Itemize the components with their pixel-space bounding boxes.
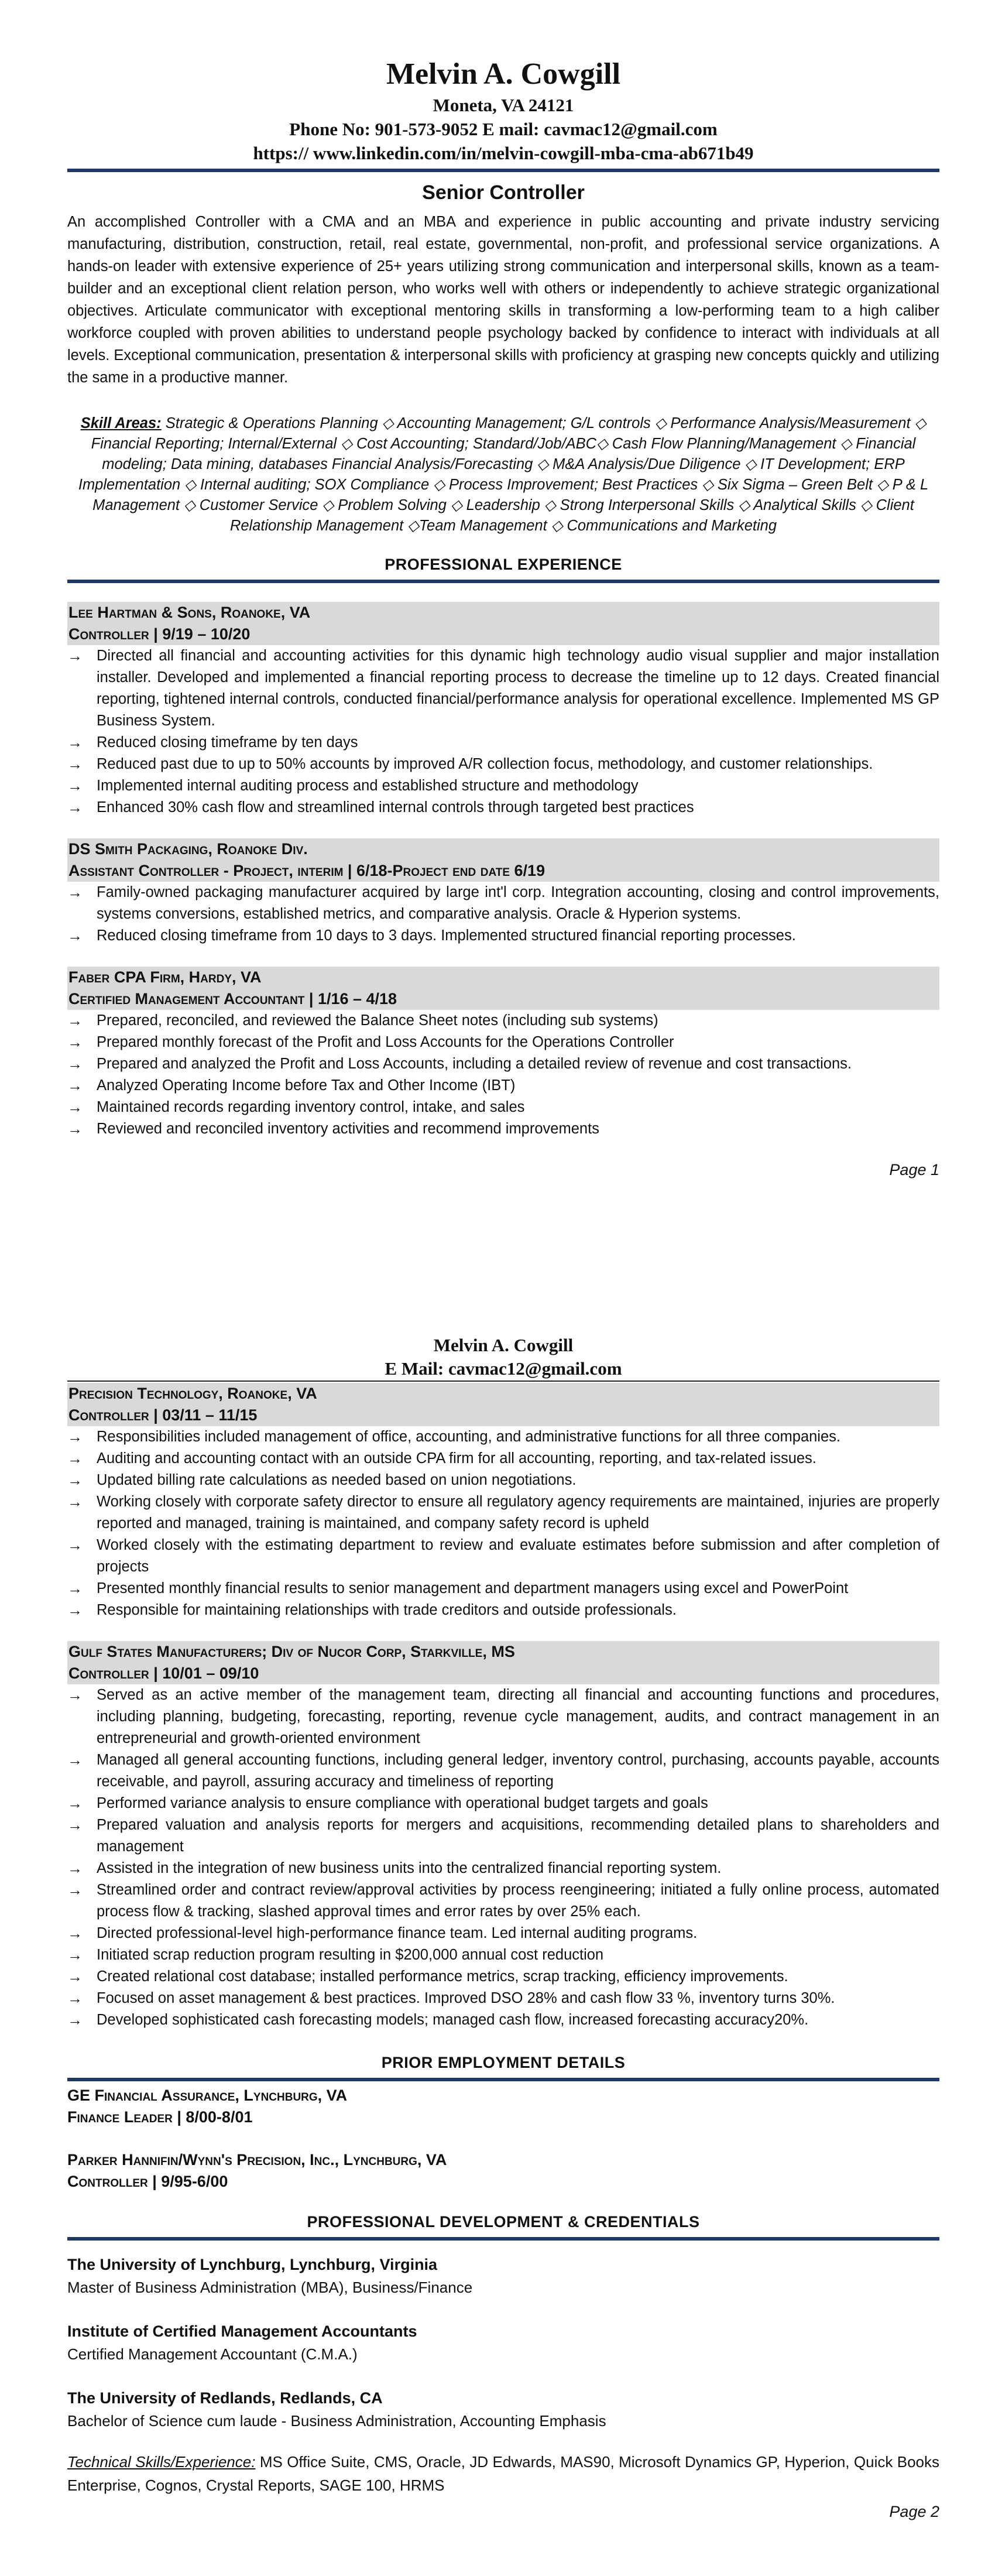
arrow-bullet-icon: → [67, 1012, 83, 1029]
arrow-bullet-icon: → [67, 1859, 83, 1877]
bullet-text: Served as an active member of the management team, directing all financial and accounting functions and procedures, including planning, budgeting, forecasting, reporting, revenue cycle management, audits, and contract management in an entrepreneurial and growth-oriented environment [97, 1687, 939, 1746]
bullet-item [67, 1599, 939, 1621]
bullet-item [67, 1988, 939, 2009]
job-company: Precision Technology, Roanoke, VA [67, 1383, 939, 1405]
education-institution: The University of Redlands, Redlands, CA [67, 2389, 383, 2407]
bullet-item [67, 1879, 939, 1923]
bullet-item [67, 1814, 939, 1858]
resume-header [67, 56, 939, 165]
job-entry [67, 1383, 939, 1621]
skill-areas-label: Skill Areas: [80, 415, 162, 431]
bullet-text: Performed variance analysis to ensure compliance with operational budget targets and goals [97, 1795, 708, 1811]
experience-list-page-2 [67, 1383, 939, 2031]
bullet-item [67, 2009, 939, 2031]
education-entry [67, 2387, 939, 2433]
job-company: DS Smith Packaging, Roanoke Div. [67, 838, 939, 860]
skill-areas [67, 413, 939, 536]
arrow-bullet-icon: → [67, 1881, 83, 1899]
page-number-2: Page 2 [889, 2503, 939, 2520]
page-1 [67, 56, 939, 1179]
job-bullets [67, 882, 939, 947]
experience-list-page-1 [67, 602, 939, 1140]
arrow-bullet-icon: → [67, 1493, 83, 1510]
page-2-name: Melvin A. Cowgill [433, 1335, 574, 1355]
bullet-text: Responsible for maintaining relationships with trade creditors and outside professionals. [97, 1602, 677, 1618]
bullet-text: Created relational cost database; installed performance metrics, scrap tracking, efficiency improvements. [97, 1968, 788, 1985]
education-degree: Certified Management Accountant (C.M.A.) [67, 2345, 358, 2363]
arrow-bullet-icon: → [67, 777, 83, 794]
job-entry [67, 967, 939, 1140]
job-company: Gulf States Manufacturers; Div of Nucor Corp, Starkville, MS [67, 1641, 939, 1663]
bullet-text: Reduced closing timeframe from 10 days to 3 days. Implemented structured financial reporting processes. [97, 927, 796, 944]
bullet-text: Prepared monthly forecast of the Profit and Loss Accounts for the Operations Controller [97, 1034, 674, 1050]
arrow-bullet-icon: → [67, 1946, 83, 1964]
bullet-item [67, 797, 939, 818]
job-company: Faber CPA Firm, Hardy, VA [67, 967, 939, 988]
arrow-bullet-icon: → [67, 2011, 83, 2029]
job-bullets [67, 645, 939, 818]
arrow-bullet-icon: → [67, 1471, 83, 1489]
prior-entry [67, 2085, 939, 2128]
arrow-bullet-icon: → [67, 799, 83, 816]
section-heading-experience: PROFESSIONAL EXPERIENCE [385, 556, 622, 573]
prior-role: Finance Leader | 8/00-8/01 [67, 2108, 253, 2126]
bullet-item [67, 1010, 939, 1032]
technical-skills-label: Technical Skills/Experience: [67, 2453, 256, 2471]
education-entry [67, 2320, 939, 2366]
bullet-text: Prepared, reconciled, and reviewed the Balance Sheet notes (including sub systems) [97, 1012, 658, 1029]
prior-company: GE Financial Assurance, Lynchburg, VA [67, 2087, 348, 2104]
job-role: Certified Management Accountant | 1/16 – 4/18 [67, 988, 939, 1010]
bullet-text: Auditing and accounting contact with an outside CPA firm for all accounting, reporting, and tax-related issues. [97, 1450, 816, 1467]
education-degree: Master of Business Administration (MBA), Business/Finance [67, 2279, 473, 2296]
prior-company: Parker Hannifin/Wynn's Precision, Inc., Lynchburg, VA [67, 2151, 447, 2169]
education-list [67, 2253, 939, 2433]
summary-paragraph: An accomplished Controller with a CMA and an MBA and experience in public accounting and private industry servicing manufacturing, distribution, construction, retail, real estate, governmental, non-profit, and professional service organizations. A hands-on leader with extensive experience of 25+ years utilizing strong communication and interpersonal skills, known as a team-builder and an exceptional client relation person, who works well with others or independently to achieve strategic organizational objectives. Articulate communicator with exceptional mentoring skills in transforming a low-performing team to a high caliber workforce coupled with proven abilities to understand people psychology backed by confidence to interact with individuals at all levels. Exceptional communication, presentation & interpersonal skills with proficiency at grasping new concepts quickly and utilizing the same in a productive manner. [67, 214, 939, 386]
bullet-item [67, 1097, 939, 1118]
bullet-item [67, 925, 939, 947]
resume-title: Senior Controller [422, 181, 585, 204]
section-heading-education: PROFESSIONAL DEVELOPMENT & CREDENTIALS [307, 2213, 700, 2231]
candidate-contact: Phone No: 901-573-9052 E mail: cavmac12@gmail.com [289, 119, 718, 139]
bullet-item [67, 1534, 939, 1578]
prior-employment-list [67, 2085, 939, 2193]
education-entry [67, 2253, 939, 2299]
bullet-item [67, 882, 939, 925]
arrow-bullet-icon: → [67, 1536, 83, 1554]
section-divider [67, 2078, 939, 2081]
arrow-bullet-icon: → [67, 1968, 83, 1985]
bullet-item [67, 1491, 939, 1534]
bullet-item [67, 1426, 939, 1448]
arrow-bullet-icon: → [67, 1120, 83, 1138]
bullet-text: Initiated scrap reduction program resulting in $200,000 annual cost reduction [97, 1947, 604, 1963]
prior-role: Controller | 9/95-6/00 [67, 2173, 228, 2190]
arrow-bullet-icon: → [67, 755, 83, 773]
section-divider [67, 580, 939, 583]
bullet-text: Responsibilities included management of office, accounting, and administrative functions for all three companies. [97, 1429, 840, 1445]
job-role: Controller | 10/01 – 09/10 [67, 1663, 939, 1684]
arrow-bullet-icon: → [67, 1055, 83, 1073]
page-2-header [67, 1334, 939, 1381]
bullet-text: Reduced closing timeframe by ten days [97, 734, 358, 751]
bullet-text: Presented monthly financial results to senior management and department managers using excel and PowerPoint [97, 1580, 849, 1597]
page-number-1: Page 1 [889, 1161, 939, 1179]
arrow-bullet-icon: → [67, 1450, 83, 1467]
page-2-email: E Mail: cavmac12@gmail.com [385, 1358, 622, 1379]
arrow-bullet-icon: → [67, 1428, 83, 1445]
bullet-text: Worked closely with the estimating department to review and evaluate estimates before submission and after completion of projects [97, 1537, 939, 1575]
bullet-text: Updated billing rate calculations as needed based on union negotiations. [97, 1472, 577, 1488]
bullet-text: Streamlined order and contract review/approval activities by process reengineering; initiated a fully online process, automated process flow & tracking, slashed approval times and error rates by over 25% each. [97, 1882, 939, 1920]
education-institution: The University of Lynchburg, Lynchburg, Virginia [67, 2256, 438, 2273]
section-divider [67, 2237, 939, 2241]
candidate-name: Melvin A. Cowgill [386, 57, 621, 91]
bullet-item [67, 753, 939, 775]
arrow-bullet-icon: → [67, 734, 83, 751]
bullet-text: Reviewed and reconciled inventory activities and recommend improvements [97, 1121, 599, 1137]
prior-entry [67, 2149, 939, 2193]
bullet-item [67, 1032, 939, 1053]
job-entry [67, 838, 939, 947]
bullet-item [67, 1578, 939, 1599]
bullet-item [67, 732, 939, 753]
bullet-text: Developed sophisticated cash forecasting models; managed cash flow, increased forecasting accuracy20%. [97, 2012, 809, 2028]
bullet-item [67, 1966, 939, 1988]
arrow-bullet-icon: → [67, 1033, 83, 1051]
bullet-text: Prepared and analyzed the Profit and Loss Accounts, including a detailed review of revenue and cost transactions. [97, 1056, 852, 1072]
page-2-divider [67, 1381, 939, 1382]
arrow-bullet-icon: → [67, 647, 83, 664]
bullet-item [67, 1053, 939, 1075]
bullet-text: Analyzed Operating Income before Tax and Other Income (IBT) [97, 1077, 516, 1094]
job-entry [67, 602, 939, 818]
bullet-item [67, 1944, 939, 1966]
job-role: Controller | 9/19 – 10/20 [67, 624, 939, 645]
arrow-bullet-icon: → [67, 1989, 83, 2007]
bullet-item [67, 775, 939, 797]
bullet-item [67, 1469, 939, 1491]
page-2 [67, 1334, 939, 2521]
arrow-bullet-icon: → [67, 927, 83, 944]
bullet-text: Enhanced 30% cash flow and streamlined internal controls through targeted best practices [97, 799, 694, 816]
arrow-bullet-icon: → [67, 1077, 83, 1094]
bullet-text: Prepared valuation and analysis reports for mergers and acquisitions, recommending detailed plans to shareholders and management [97, 1817, 939, 1855]
bullet-item [67, 1923, 939, 1944]
bullet-text: Directed professional-level high-performance finance team. Led internal auditing programs. [97, 1925, 698, 1941]
job-entry [67, 1641, 939, 2031]
bullet-text: Managed all general accounting functions, including general ledger, inventory control, purchasing, accounts payable, accounts receivable, and payroll, assuring accuracy and timeliness of reporting [97, 1752, 939, 1790]
arrow-bullet-icon: → [67, 1098, 83, 1116]
bullet-text: Maintained records regarding inventory control, intake, and sales [97, 1099, 525, 1115]
arrow-bullet-icon: → [67, 1601, 83, 1619]
job-bullets [67, 1010, 939, 1140]
job-role: Controller | 03/11 – 11/15 [67, 1405, 939, 1426]
skill-areas-text: Strategic & Operations Planning ◇ Accounting Management; G/L controls ◇ Performance Analysis/Measurement ◇ Financial Reporting; Internal/External ◇ Cost Accounting; Standard/Job/ABC◇ Cash Flow Planning/Management ◇ Financial modeling; Data mining, databases Financial Analysis/Forecasting ◇ M&A Analysis/Due Diligence ◇ IT Development; ERP Implementation ◇ Internal auditing; SOX Compliance ◇ Process Improvement; Best Practices ◇ Six Sigma – Green Belt ◇ P & L Management ◇ Customer Service ◇ Problem Solving ◇ Leadership ◇ Strong Interpersonal Skills ◇ Analytical Skills ◇ Client Relationship Management ◇Team Management ◇ Communications and Marketing [78, 415, 929, 534]
candidate-linkedin: https:// www.linkedin.com/in/melvin-cowgill-mba-cma-ab671b49 [253, 143, 754, 163]
bullet-item [67, 1448, 939, 1469]
bullet-item [67, 1118, 939, 1140]
bullet-text: Focused on asset management & best practices. Improved DSO 28% and cash flow 33 %, inventory turns 30%. [97, 1990, 835, 2006]
bullet-text: Implemented internal auditing process and established structure and methodology [97, 777, 639, 794]
bullet-text: Directed all financial and accounting activities for this dynamic high technology audio visual supplier and major installation installer. Developed and implemented a financial reporting process to decrease the timeline up to 12 days. Created financial reporting, tightened internal controls, conducted financial/performance analysis for operational excellence. Implemented MS GP Business System. [97, 648, 939, 729]
candidate-location: Moneta, VA 24121 [433, 95, 574, 115]
bullet-item [67, 1749, 939, 1793]
bullet-item [67, 1793, 939, 1814]
job-role: Assistant Controller - Project, interim | 6/18-Project end date 6/19 [67, 860, 939, 882]
bullet-text: Working closely with corporate safety director to ensure all regulatory agency requirements are maintained, injuries are properly reported and managed, training is maintained, and company safety record is upheld [97, 1493, 939, 1532]
arrow-bullet-icon: → [67, 1580, 83, 1597]
bullet-text: Family-owned packaging manufacturer acquired by large int'l corp. Integration accounting, closing and control improvements, systems conversions, established metrics, and comparative analysis. Oracle & Hyperion systems. [97, 884, 939, 922]
bullet-item [67, 645, 939, 732]
bullet-item [67, 1684, 939, 1749]
bullet-item [67, 1858, 939, 1879]
arrow-bullet-icon: → [67, 1816, 83, 1834]
education-degree: Bachelor of Science cum laude - Business Administration, Accounting Emphasis [67, 2412, 606, 2430]
technical-skills-text: MS Office Suite, CMS, Oracle, JD Edwards, MAS90, Microsoft Dynamics GP, Hyperion, Quick Books Enterprise, Cognos, Crystal Reports, SAGE 100, HRMS [67, 2453, 939, 2494]
arrow-bullet-icon: → [67, 883, 83, 901]
bullet-text: Assisted in the integration of new business units into the centralized financial reporting system. [97, 1860, 722, 1876]
technical-skills [67, 2450, 939, 2497]
job-bullets [67, 1426, 939, 1621]
arrow-bullet-icon: → [67, 1794, 83, 1812]
arrow-bullet-icon: → [67, 1686, 83, 1704]
arrow-bullet-icon: → [67, 1751, 83, 1769]
bullet-item [67, 1075, 939, 1097]
arrow-bullet-icon: → [67, 1924, 83, 1942]
header-divider [67, 169, 939, 172]
job-company: Lee Hartman & Sons, Roanoke, VA [67, 602, 939, 624]
job-bullets [67, 1684, 939, 2031]
section-heading-prior: PRIOR EMPLOYMENT DETAILS [381, 2054, 626, 2071]
education-institution: Institute of Certified Management Accountants [67, 2322, 417, 2340]
bullet-text: Reduced past due to up to 50% accounts by improved A/R collection focus, methodology, and customer relationships. [97, 756, 873, 772]
